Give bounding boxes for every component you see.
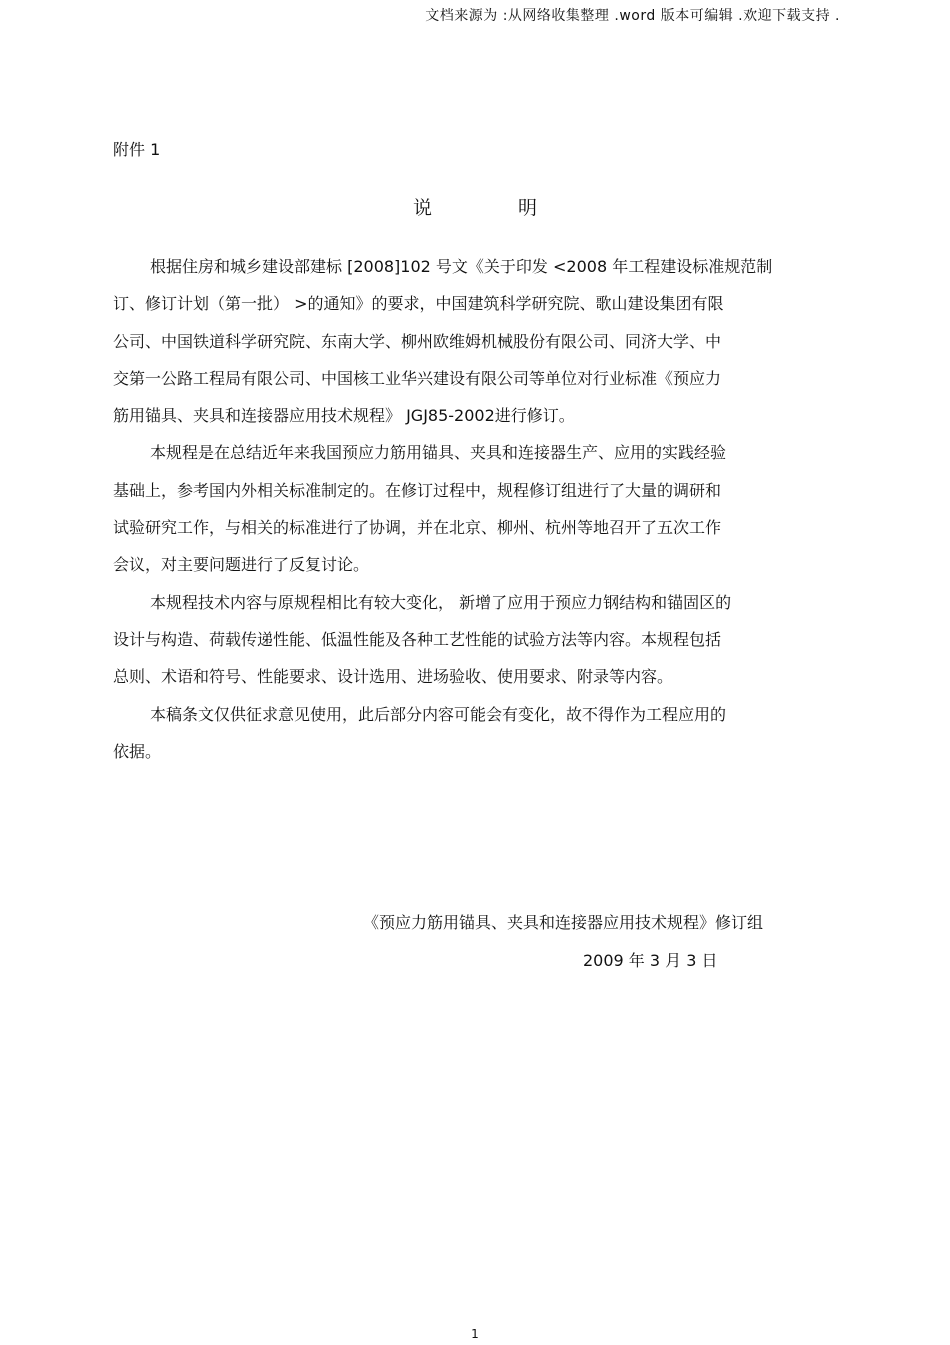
signature-line: 《预应力筋用锚具、夹具和连接器应用技术规程》修订组 bbox=[363, 913, 764, 932]
paragraph-line: 根据住房和城乡建设部建标 [2008]102 号文《关于印发 <2008 年工程建设标准规范制 bbox=[150, 257, 773, 276]
paragraph-4 bbox=[113, 701, 828, 776]
paragraph-line: 订、修订计划（第一批） >的通知》的要求，中国建筑科学研究院、歌山建设集团有限 bbox=[113, 294, 724, 314]
paragraph-line: 基础上，参考国内外相关标准制定的。在修订过程中，规程修订组进行了大量的调研和 bbox=[113, 480, 722, 500]
page-number: 1 bbox=[471, 1327, 479, 1341]
attachment-label: 附件 1 bbox=[113, 140, 161, 159]
paragraph-line: 试验研究工作，与相关的标准进行了协调，并在北京、柳州、杭州等地召开了五次工作 bbox=[113, 518, 722, 538]
paragraph-line: 本稿条文仅供征求意见使用，此后部分内容可能会有变化，故不得作为工程应用的 bbox=[150, 704, 727, 724]
paragraph-line: 会议，对主要问题进行了反复讨论。 bbox=[113, 555, 370, 575]
header-note: 文档来源为 :从网络收集整理 .word 版本可编辑 .欢迎下载支持 . bbox=[425, 8, 840, 24]
paragraph-line: 公司、中国铁道科学研究院、东南大学、柳州欧维姆机械股份有限公司、同济大学、中 bbox=[113, 331, 722, 351]
body-text bbox=[113, 253, 828, 775]
paragraph-1 bbox=[113, 253, 828, 439]
paragraph-line: 依据。 bbox=[113, 741, 162, 761]
document-title: 说 明 bbox=[412, 197, 578, 219]
paragraph-line: 本规程技术内容与原规程相比有较大变化， 新增了应用于预应力钢结构和锚固区的 bbox=[150, 592, 732, 612]
paragraph-line: 总则、术语和符号、性能要求、设计选用、进场验收、使用要求、附录等内容。 bbox=[113, 667, 674, 687]
paragraph-3 bbox=[113, 589, 828, 701]
paragraph-line: 交第一公路工程局有限公司、中国核工业华兴建设有限公司等单位对行业标准《预应力 bbox=[113, 368, 722, 388]
paragraph-line: 设计与构造、荷载传递性能、低温性能及各种工艺性能的试验方法等内容。本规程包括 bbox=[113, 629, 722, 649]
paragraph-2 bbox=[113, 439, 828, 588]
date-line: 2009 年 3 月 3 日 bbox=[583, 951, 718, 970]
paragraph-line: 本规程是在总结近年来我国预应力筋用锚具、夹具和连接器生产、应用的实践经验 bbox=[150, 443, 727, 463]
paragraph-line: 筋用锚具、夹具和连接器应用技术规程》 JGJ85-2002进行修订。 bbox=[113, 406, 575, 426]
